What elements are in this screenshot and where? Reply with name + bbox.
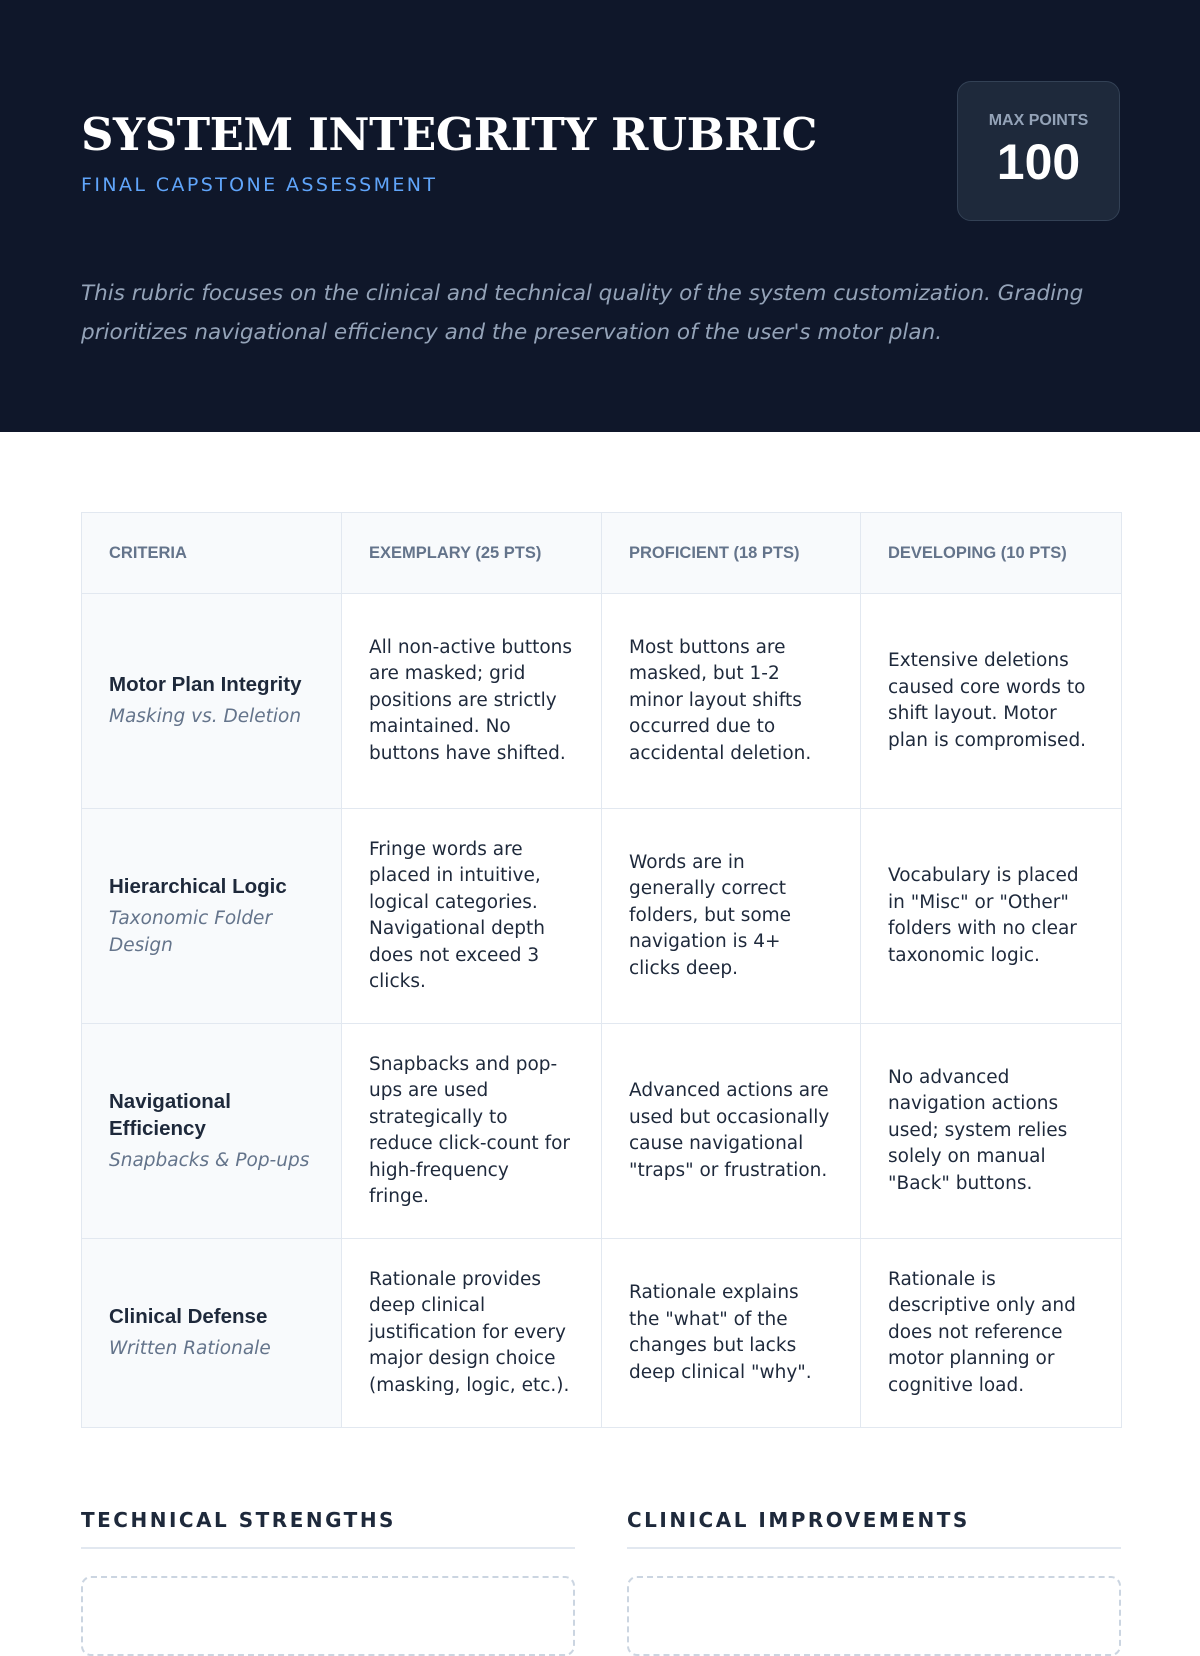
rubric-table: [81, 512, 1122, 1428]
proficient-cell: Most buttons are masked, but 1-2 minor layout shifts occurred due to accidental deletion.: [602, 594, 861, 809]
exemplary-cell: Snapbacks and pop-ups are used strategically to reduce click-count for high-frequency fringe.: [342, 1024, 602, 1239]
criterion-name: Clinical Defense: [109, 1305, 268, 1329]
exemplary-cell: Rationale provides deep clinical justification for every major design choice (masking, logic, etc.).: [342, 1239, 602, 1428]
criterion-cell: [82, 809, 342, 1024]
column-header-proficient: PROFICIENT (18 PTS): [602, 513, 861, 594]
exemplary-cell: Fringe words are placed in intuitive, logical categories. Navigational depth does not exceed 3 clicks.: [342, 809, 602, 1024]
criterion-subtitle: Taxonomic Folder Design: [109, 908, 273, 956]
exemplary-cell: All non-active buttons are masked; grid positions are strictly maintained. No buttons have shifted.: [342, 594, 602, 809]
developing-cell: Rationale is descriptive only and does not reference motor planning or cognitive load.: [861, 1239, 1122, 1428]
criterion-cell: [82, 1024, 342, 1239]
table-row: [82, 1024, 1122, 1239]
technical-strengths-notes-box[interactable]: [81, 1576, 575, 1656]
clinical-improvements-notes-box[interactable]: [627, 1576, 1121, 1656]
developing-cell: Extensive deletions caused core words to shift layout. Motor plan is compromised.: [861, 594, 1122, 809]
page-title: SYSTEM INTEGRITY RUBRIC: [81, 108, 817, 161]
page-subtitle: FINAL CAPSTONE ASSESSMENT: [81, 174, 438, 196]
max-points-value: 100: [996, 134, 1081, 190]
developing-cell: Vocabulary is placed in "Misc" or "Other" folders with no clear taxonomic logic.: [861, 809, 1122, 1024]
table-row: [82, 809, 1122, 1024]
column-header-developing: DEVELOPING (10 PTS): [861, 513, 1122, 594]
column-header-criteria: CRITERIA: [82, 513, 342, 594]
criterion-cell: [82, 594, 342, 809]
criterion-subtitle: Masking vs. Deletion: [109, 706, 302, 728]
proficient-cell: Words are in generally correct folders, but some navigation is 4+ clicks deep.: [602, 809, 861, 1024]
clinical-improvements-heading: CLINICAL IMPROVEMENTS: [627, 1508, 970, 1532]
max-points-label: MAX POINTS: [988, 112, 1089, 129]
technical-strengths-heading: TECHNICAL STRENGTHS: [81, 1508, 396, 1532]
header-banner: [0, 0, 1200, 432]
criterion-subtitle: Written Rationale: [109, 1338, 271, 1360]
column-header-exemplary: EXEMPLARY (25 PTS): [342, 513, 602, 594]
table-row: [82, 594, 1122, 809]
technical-strengths-divider: [81, 1547, 575, 1549]
table-header-row: [82, 513, 1122, 594]
proficient-cell: Advanced actions are used but occasionally cause navigational "traps" or frustration.: [602, 1024, 861, 1239]
criterion-name: Hierarchical Logic: [109, 875, 287, 898]
proficient-cell: Rationale explains the "what" of the changes but lacks deep clinical "why".: [602, 1239, 861, 1428]
max-points-badge: [957, 81, 1120, 221]
criterion-subtitle: Snapbacks & Pop-ups: [109, 1149, 310, 1171]
clinical-improvements-divider: [627, 1547, 1121, 1549]
developing-cell: No advanced navigation actions used; system relies solely on manual "Back" buttons.: [861, 1024, 1122, 1239]
intro-description: This rubric focuses on the clinical and technical quality of the system customization. Grading prioritizes navigational efficiency and the preservation of the user's motor plan.: [81, 281, 1084, 345]
criterion-name: Motor Plan Integrity: [109, 673, 302, 697]
criterion-cell: [82, 1239, 342, 1428]
criterion-name: Navigational Efficiency: [109, 1089, 231, 1140]
table-row: [82, 1239, 1122, 1428]
